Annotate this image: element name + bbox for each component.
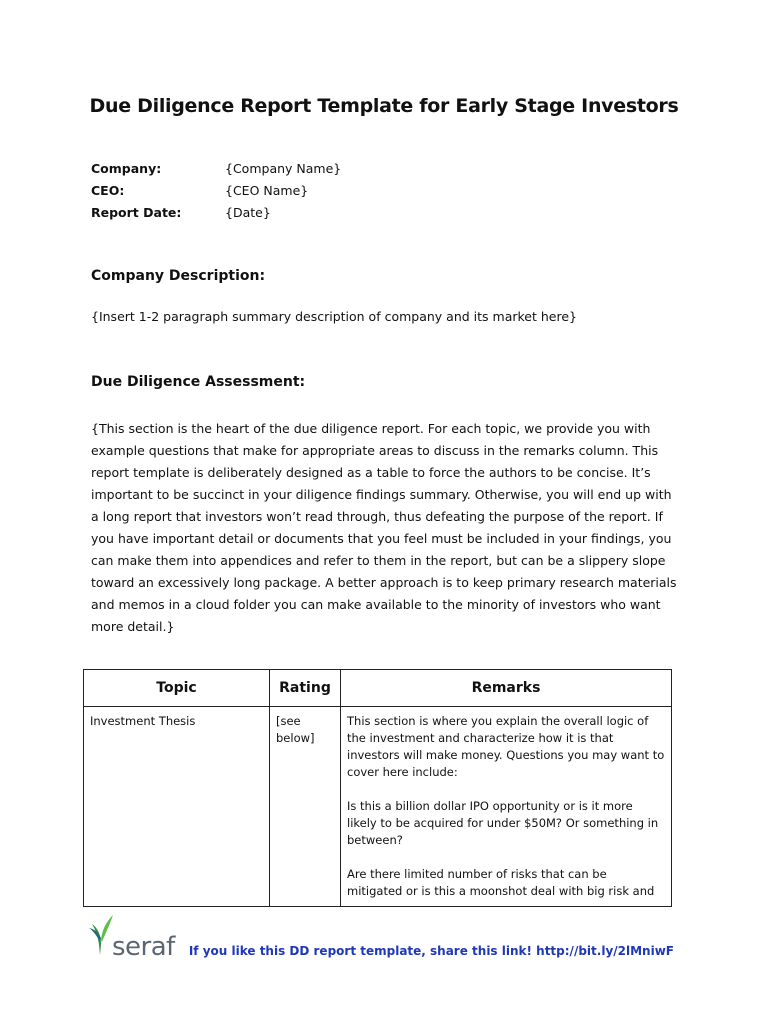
share-link[interactable]: http://bit.ly/2lMniwF: [536, 944, 674, 958]
meta-company: [91, 158, 341, 180]
document-title: Due Diligence Report Template for Early Stage Investors: [89, 95, 679, 117]
cell-topic: Investment Thesis: [84, 707, 270, 907]
header-topic: Topic: [84, 670, 270, 707]
cell-rating: [see below]: [270, 707, 341, 907]
seraf-logo: [88, 912, 175, 960]
table-row: [84, 707, 672, 907]
share-link-text: [189, 944, 674, 958]
seraf-leaf-icon: [88, 912, 114, 960]
remark-paragraph: Is this a billion dollar IPO opportunity or is it more likely to be acquired for under $50M? Or something in between?: [347, 799, 659, 847]
header-rating: Rating: [270, 670, 341, 707]
meta-label: CEO:: [91, 183, 125, 198]
meta-value: {Company Name}: [225, 161, 342, 176]
remark-paragraph: Are there limited number of risks that can be mitigated or is this a moonshot deal with big risk and: [347, 867, 655, 898]
assessment-heading: Due Diligence Assessment:: [91, 374, 306, 390]
company-description-heading: Company Description:: [91, 268, 266, 284]
meta-ceo: [91, 180, 341, 202]
meta-value: {Date}: [225, 205, 271, 220]
cell-remarks: [341, 707, 672, 907]
company-description-text: {Insert 1-2 paragraph summary description of company and its market here}: [91, 309, 577, 324]
meta-label: Report Date:: [91, 205, 182, 220]
meta-value: {CEO Name}: [225, 183, 309, 198]
seraf-logo-text: seraf: [112, 932, 175, 962]
header-remarks: Remarks: [341, 670, 672, 707]
meta-report-date: [91, 202, 341, 224]
table-header-row: [84, 670, 672, 707]
meta-label: Company:: [91, 161, 162, 176]
share-prompt: If you like this DD report template, share this link!: [188, 944, 537, 958]
due-diligence-table: [83, 669, 672, 907]
assessment-text: {This section is the heart of the due diligence report. For each topic, we provide you with example questions that make for appropriate areas to discuss in the remarks column. This report template is deliberately designed as a table to force the authors to be concise. It’s important to be succinct in your diligence findings summary. Otherwise, you will end up with a long report that investors won’t read through, thus defeating the purpose of the report. If you have important detail or documents that you feel must be included in your findings, you can make them into appendices and refer to them in the report, but can be a slippery slope toward an excessively long package. A better approach is to keep primary research materials and memos in a cloud folder you can make available to the minority of investors who want more detail.}: [91, 421, 677, 634]
remark-paragraph: This section is where you explain the overall logic of the investment and characterize how it is that investors will make money. Questions you may want to cover here include:: [347, 714, 665, 779]
report-meta: [91, 158, 341, 224]
